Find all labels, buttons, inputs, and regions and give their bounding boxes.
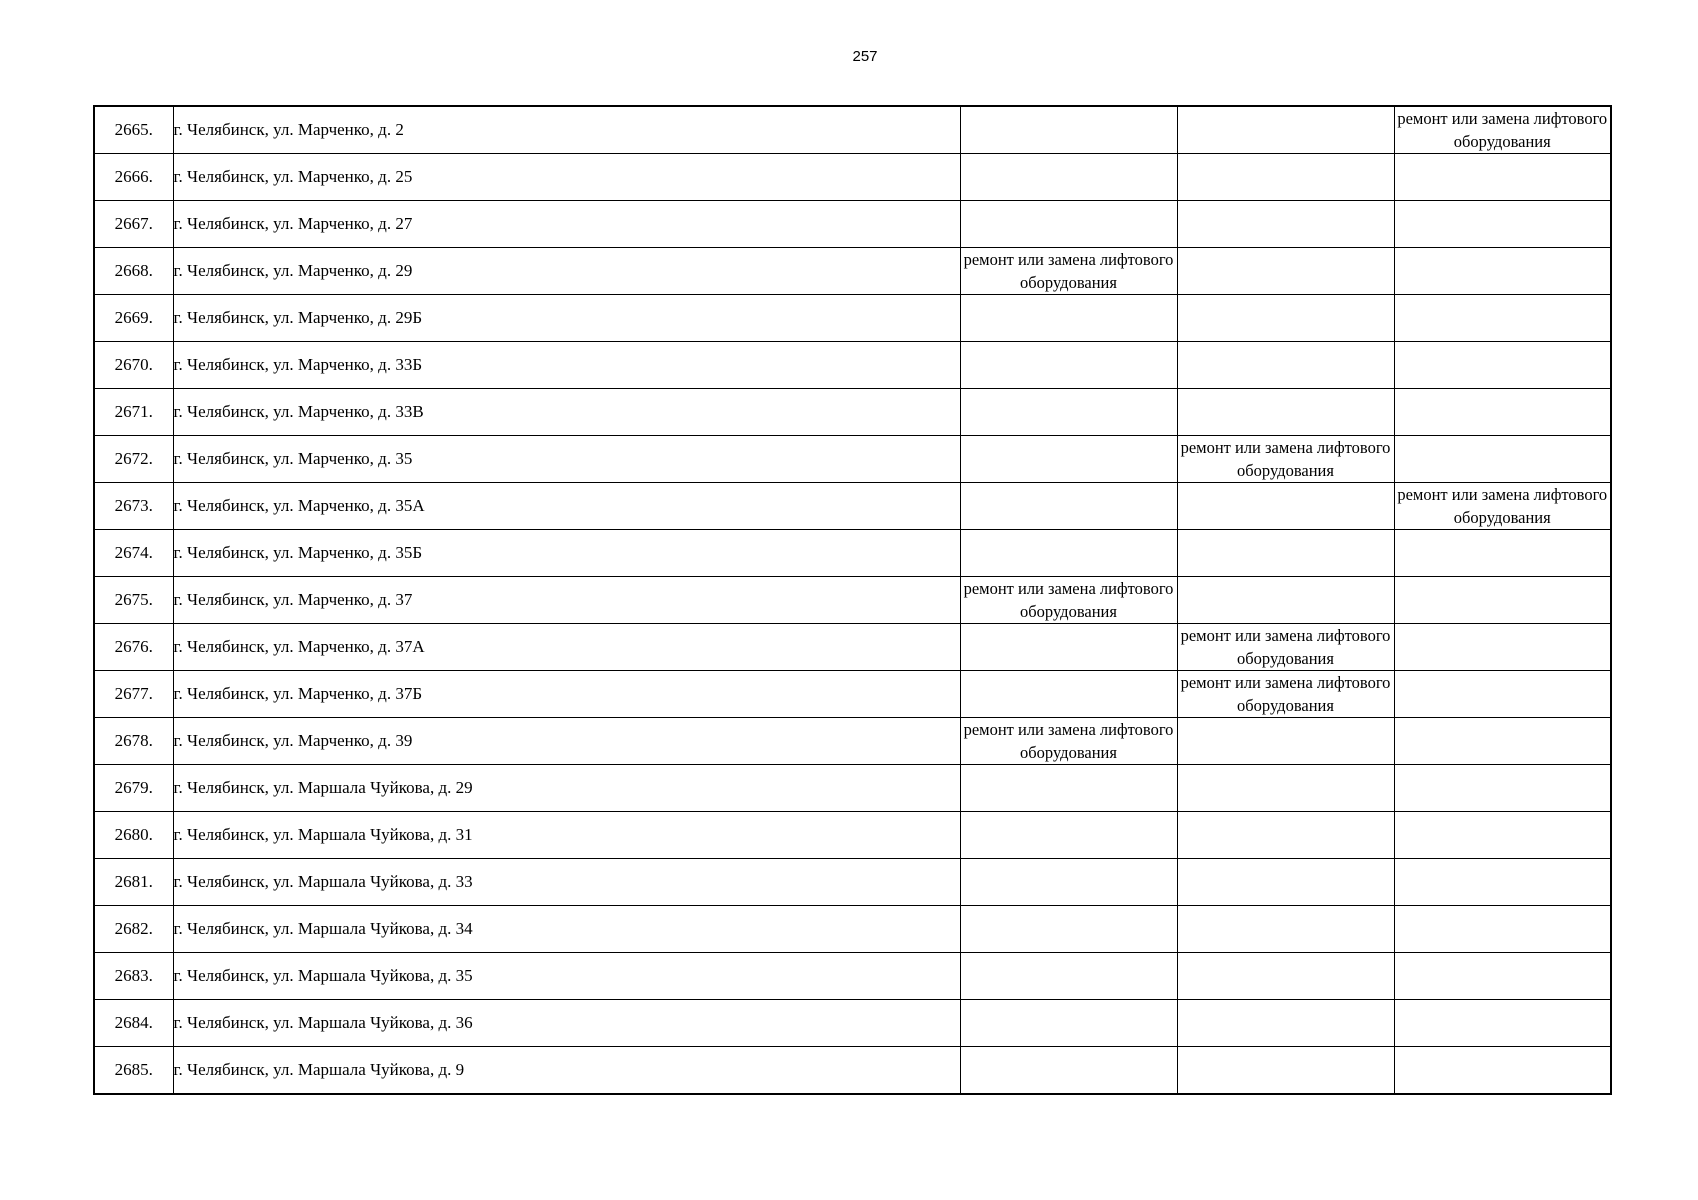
work-cell-1 xyxy=(960,1000,1177,1047)
work-cell-1 xyxy=(960,342,1177,389)
row-number-cell: 2665. xyxy=(94,106,173,154)
work-cell-2: ремонт или замена лифтового оборудования xyxy=(1177,671,1394,718)
work-cell-2 xyxy=(1177,389,1394,436)
table-row xyxy=(94,342,1611,389)
table-row xyxy=(94,248,1611,295)
work-cell-1 xyxy=(960,436,1177,483)
address-cell: г. Челябинск, ул. Марченко, д. 37 xyxy=(173,577,960,624)
work-cell-3: ремонт или замена лифтового оборудования xyxy=(1394,483,1611,530)
address-cell: г. Челябинск, ул. Марченко, д. 35 xyxy=(173,436,960,483)
address-cell: г. Челябинск, ул. Марченко, д. 29Б xyxy=(173,295,960,342)
address-cell: г. Челябинск, ул. Марченко, д. 35Б xyxy=(173,530,960,577)
table-row xyxy=(94,906,1611,953)
work-cell-1 xyxy=(960,483,1177,530)
table-row xyxy=(94,201,1611,248)
work-cell-1 xyxy=(960,295,1177,342)
work-cell-1 xyxy=(960,530,1177,577)
work-cell-2 xyxy=(1177,295,1394,342)
work-cell-3 xyxy=(1394,154,1611,201)
work-cell-3: ремонт или замена лифтового оборудования xyxy=(1394,106,1611,154)
address-cell: г. Челябинск, ул. Маршала Чуйкова, д. 31 xyxy=(173,812,960,859)
row-number-cell: 2673. xyxy=(94,483,173,530)
work-cell-3 xyxy=(1394,389,1611,436)
row-number-cell: 2668. xyxy=(94,248,173,295)
work-cell-1 xyxy=(960,812,1177,859)
address-cell: г. Челябинск, ул. Маршала Чуйкова, д. 34 xyxy=(173,906,960,953)
table-row xyxy=(94,718,1611,765)
work-cell-2 xyxy=(1177,577,1394,624)
work-cell-2 xyxy=(1177,201,1394,248)
table-body xyxy=(94,106,1611,1094)
table-row xyxy=(94,812,1611,859)
work-cell-1 xyxy=(960,859,1177,906)
table-row xyxy=(94,154,1611,201)
address-cell: г. Челябинск, ул. Марченко, д. 33Б xyxy=(173,342,960,389)
work-cell-1 xyxy=(960,765,1177,812)
work-cell-3 xyxy=(1394,295,1611,342)
address-cell: г. Челябинск, ул. Марченко, д. 37Б xyxy=(173,671,960,718)
row-number-cell: 2671. xyxy=(94,389,173,436)
work-cell-2 xyxy=(1177,765,1394,812)
table-row xyxy=(94,624,1611,671)
work-cell-3 xyxy=(1394,718,1611,765)
work-cell-2: ремонт или замена лифтового оборудования xyxy=(1177,624,1394,671)
work-cell-2 xyxy=(1177,906,1394,953)
row-number-cell: 2666. xyxy=(94,154,173,201)
work-cell-2 xyxy=(1177,718,1394,765)
work-cell-2 xyxy=(1177,154,1394,201)
table-row xyxy=(94,577,1611,624)
table-row xyxy=(94,859,1611,906)
table-row xyxy=(94,1047,1611,1094)
row-number-cell: 2684. xyxy=(94,1000,173,1047)
work-cell-1 xyxy=(960,389,1177,436)
row-number-cell: 2679. xyxy=(94,765,173,812)
work-cell-3 xyxy=(1394,953,1611,1000)
row-number-cell: 2680. xyxy=(94,812,173,859)
work-cell-1 xyxy=(960,671,1177,718)
table-row xyxy=(94,530,1611,577)
row-number-cell: 2669. xyxy=(94,295,173,342)
address-cell: г. Челябинск, ул. Маршала Чуйкова, д. 35 xyxy=(173,953,960,1000)
work-cell-2 xyxy=(1177,953,1394,1000)
work-cell-3 xyxy=(1394,1047,1611,1094)
row-number-cell: 2678. xyxy=(94,718,173,765)
table-row xyxy=(94,1000,1611,1047)
page-number: 257 xyxy=(852,48,878,65)
address-cell: г. Челябинск, ул. Марченко, д. 29 xyxy=(173,248,960,295)
work-cell-1 xyxy=(960,154,1177,201)
work-cell-2 xyxy=(1177,106,1394,154)
address-cell: г. Челябинск, ул. Марченко, д. 27 xyxy=(173,201,960,248)
work-cell-3 xyxy=(1394,436,1611,483)
row-number-cell: 2685. xyxy=(94,1047,173,1094)
work-cell-1 xyxy=(960,953,1177,1000)
work-cell-2 xyxy=(1177,812,1394,859)
work-cell-2: ремонт или замена лифтового оборудования xyxy=(1177,436,1394,483)
work-cell-3 xyxy=(1394,1000,1611,1047)
work-cell-1 xyxy=(960,106,1177,154)
address-cell: г. Челябинск, ул. Марченко, д. 39 xyxy=(173,718,960,765)
row-number-cell: 2681. xyxy=(94,859,173,906)
work-cell-1: ремонт или замена лифтового оборудования xyxy=(960,718,1177,765)
address-cell: г. Челябинск, ул. Марченко, д. 37А xyxy=(173,624,960,671)
work-cell-3 xyxy=(1394,812,1611,859)
work-cell-2 xyxy=(1177,483,1394,530)
address-cell: г. Челябинск, ул. Марченко, д. 35А xyxy=(173,483,960,530)
address-cell: г. Челябинск, ул. Маршала Чуйкова, д. 29 xyxy=(173,765,960,812)
work-cell-1: ремонт или замена лифтового оборудования xyxy=(960,248,1177,295)
work-cell-3 xyxy=(1394,624,1611,671)
row-number-cell: 2670. xyxy=(94,342,173,389)
address-cell: г. Челябинск, ул. Маршала Чуйкова, д. 9 xyxy=(173,1047,960,1094)
work-cell-3 xyxy=(1394,765,1611,812)
table-row xyxy=(94,295,1611,342)
address-cell: г. Челябинск, ул. Марченко, д. 2 xyxy=(173,106,960,154)
row-number-cell: 2683. xyxy=(94,953,173,1000)
address-cell: г. Челябинск, ул. Марченко, д. 33В xyxy=(173,389,960,436)
work-cell-3 xyxy=(1394,577,1611,624)
work-cell-3 xyxy=(1394,248,1611,295)
table-row xyxy=(94,953,1611,1000)
row-number-cell: 2677. xyxy=(94,671,173,718)
work-cell-1: ремонт или замена лифтового оборудования xyxy=(960,577,1177,624)
row-number-cell: 2674. xyxy=(94,530,173,577)
buildings-table xyxy=(93,105,1612,1095)
address-cell: г. Челябинск, ул. Маршала Чуйкова, д. 33 xyxy=(173,859,960,906)
work-cell-3 xyxy=(1394,671,1611,718)
work-cell-3 xyxy=(1394,342,1611,389)
row-number-cell: 2682. xyxy=(94,906,173,953)
work-cell-3 xyxy=(1394,906,1611,953)
address-cell: г. Челябинск, ул. Маршала Чуйкова, д. 36 xyxy=(173,1000,960,1047)
work-cell-2 xyxy=(1177,859,1394,906)
table-row xyxy=(94,671,1611,718)
work-cell-1 xyxy=(960,201,1177,248)
work-cell-2 xyxy=(1177,248,1394,295)
row-number-cell: 2675. xyxy=(94,577,173,624)
row-number-cell: 2676. xyxy=(94,624,173,671)
row-number-cell: 2667. xyxy=(94,201,173,248)
work-cell-2 xyxy=(1177,530,1394,577)
work-cell-1 xyxy=(960,1047,1177,1094)
work-cell-2 xyxy=(1177,342,1394,389)
work-cell-2 xyxy=(1177,1047,1394,1094)
row-number-cell: 2672. xyxy=(94,436,173,483)
table-row xyxy=(94,436,1611,483)
work-cell-2 xyxy=(1177,1000,1394,1047)
work-cell-3 xyxy=(1394,859,1611,906)
work-cell-3 xyxy=(1394,201,1611,248)
table-row xyxy=(94,483,1611,530)
work-cell-1 xyxy=(960,624,1177,671)
table-row xyxy=(94,389,1611,436)
work-cell-3 xyxy=(1394,530,1611,577)
work-cell-1 xyxy=(960,906,1177,953)
address-cell: г. Челябинск, ул. Марченко, д. 25 xyxy=(173,154,960,201)
table-row xyxy=(94,106,1611,154)
table-row xyxy=(94,765,1611,812)
